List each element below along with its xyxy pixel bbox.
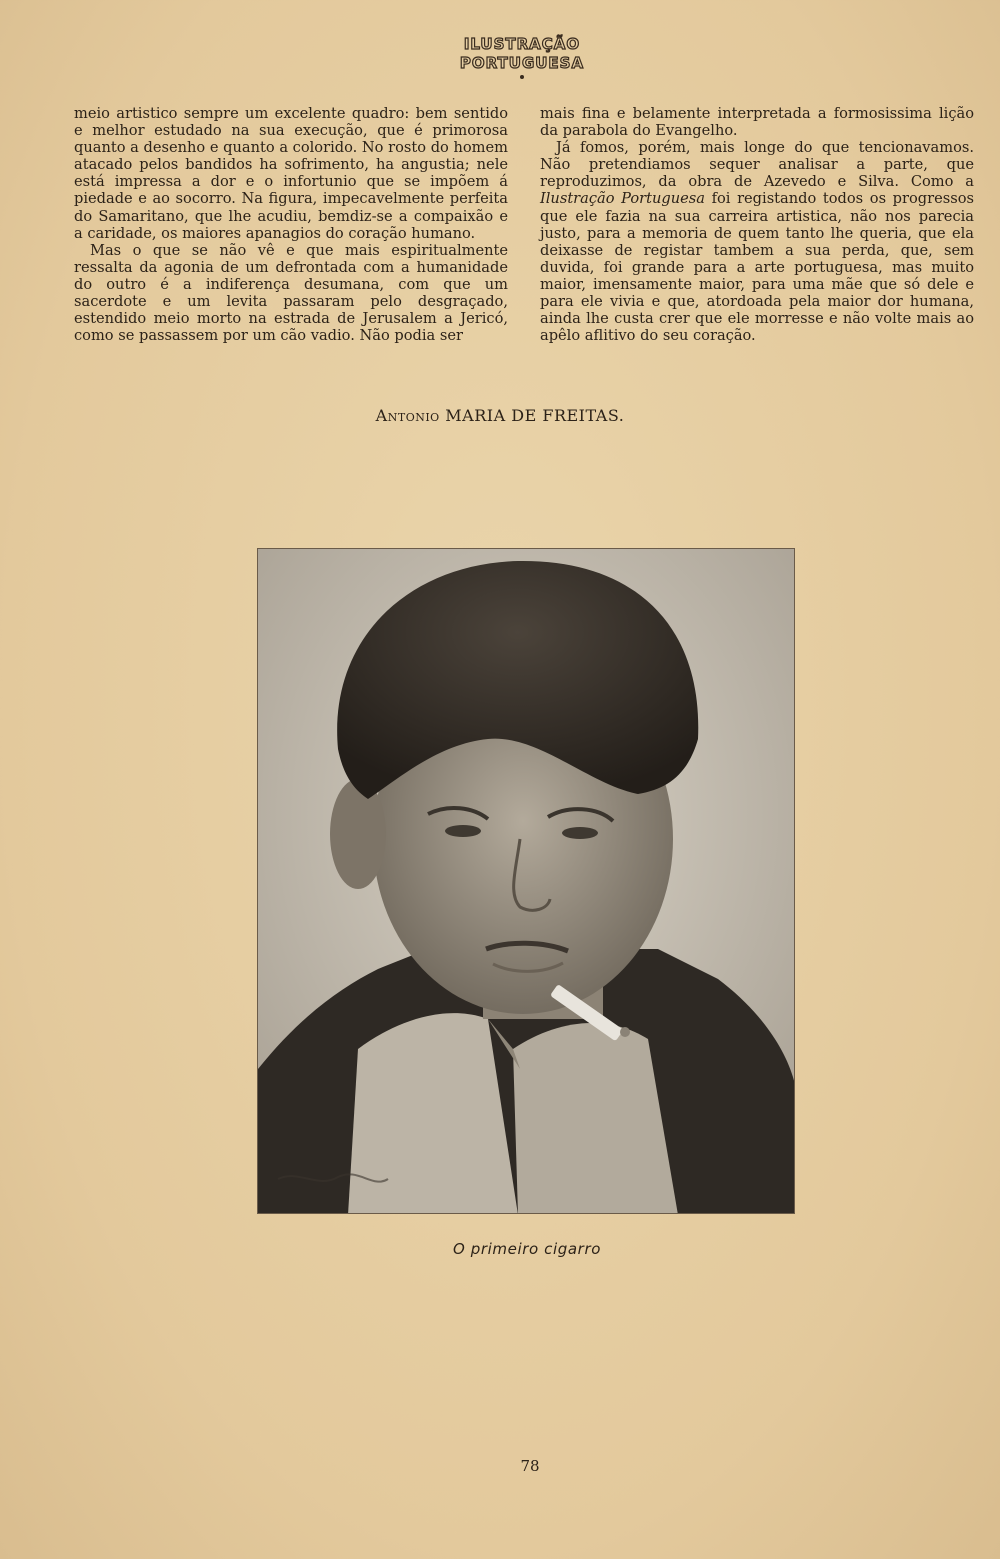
portrait-photograph: [257, 548, 795, 1214]
figure-caption: O primeiro cigarro: [453, 1240, 601, 1258]
signature-first-name: Antonio: [375, 406, 440, 425]
author-signature: [0, 406, 1000, 425]
masthead-dot: [520, 75, 524, 79]
right-paragraph-2-start: Já fomos, porém, mais longe do que tencionavamos. Não pretendiamos sequer analisar a parte, que reproduzimos, da obra de Azevedo e Silva. Como a: [540, 139, 974, 191]
article-right-column: [540, 105, 974, 344]
signature-surname: MARIA DE FREITAS.: [445, 406, 625, 425]
left-paragraph-2: Mas o que se não vê e que mais espiritualmente ressalta da agonia de um defrontada com a humanidade do outro é a indiferença desumana, com que um sacerdote e um levita passaram pelo desgraçado, estendido meio morto na estrada de Jerusalem a Jericó, como se passassem por um cão vadio. Não podia ser: [74, 241, 508, 345]
right-paragraph-1: mais fina e belamente interpretada a formosissima lição da parabola do Evangelho.: [540, 105, 974, 140]
masthead-line-1: ILUSTRAÇÃO: [463, 35, 581, 53]
masthead-line-2: PORTUGUESA: [459, 54, 585, 72]
right-paragraph-2-end: foi registando todos os progressos que ele fazia na sua carreira artistica, não nos parecia justo, para a memoria de quem tanto lhe queria, que ela deixasse de registar tambem a sua perda, que, sem duvida, foi grande para a arte portuguesa, mas muito maior, imensamente maior, para uma mãe que só dele e para ele vivia e que, atordoada pela maior dor humana, ainda lhe custa crer que ele morresse e não volte mais ao apêlo aflitivo do seu coração.: [540, 190, 974, 345]
page-number: 78: [520, 1457, 540, 1475]
article-left-column: [74, 105, 508, 344]
right-paragraph-2: [540, 139, 974, 344]
left-paragraph-1: meio artistico sempre um excelente quadro: bem sentido e melhor estudado na sua execução, que é primorosa quanto a desenho e quanto a colorido. No rosto do homem atacado pelos bandidos ha sofrimento, ha angustia; nele está impressa a dor e o infortunio que se impõem á piedade e ao socorro. Na figura, impecavelmente perfeita do Samaritano, que lhe acudiu, bemdiz-se a compaixão e a caridade, os maiores apanagios do coração humano.: [74, 105, 508, 242]
magazine-title-italic: Ilustração Portuguesa: [540, 190, 705, 208]
portrait-illustration: [258, 549, 795, 1214]
masthead-logo: [452, 32, 592, 82]
